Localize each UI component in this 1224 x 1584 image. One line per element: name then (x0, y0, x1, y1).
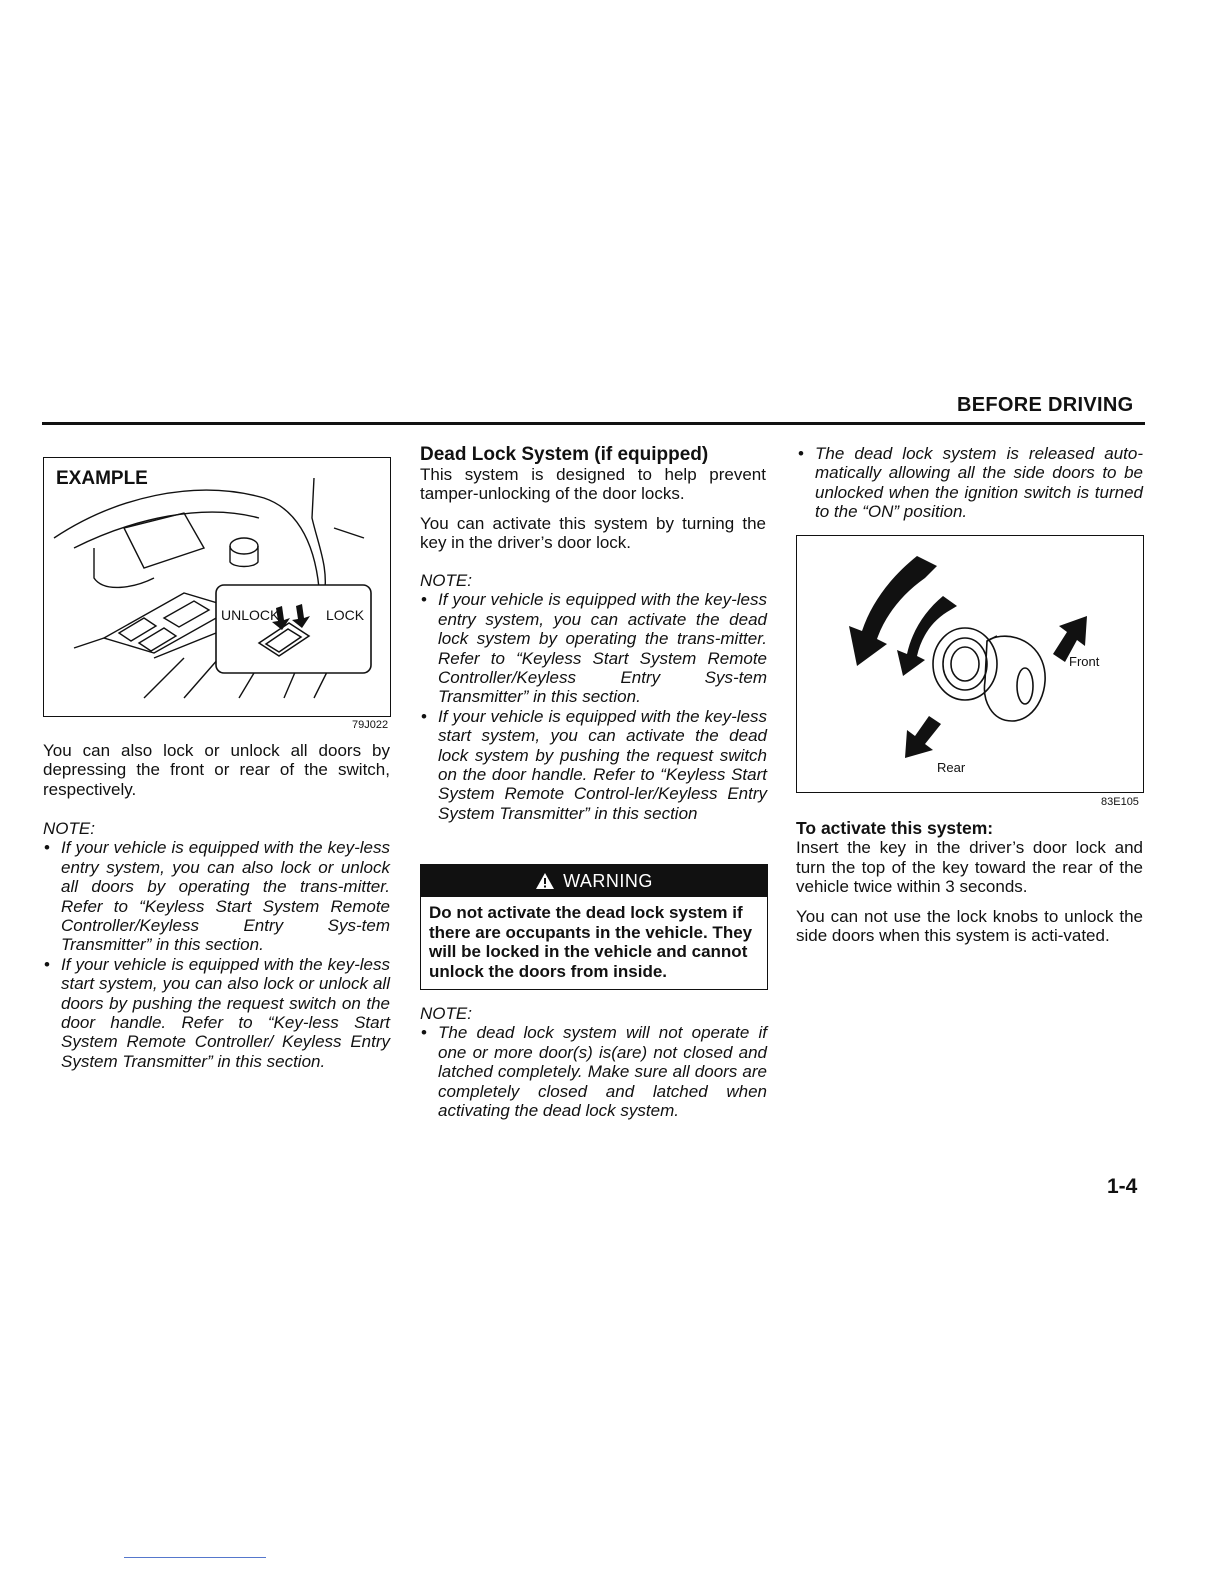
warning-box (420, 864, 768, 990)
right-paragraph-1: Insert the key in the driver’s door lock and turn the top of the key toward the rear of the vehicle twice within 3 seconds. (796, 838, 1143, 897)
left-note-list (43, 838, 390, 1071)
left-paragraph: You can also lock or unlock all doors by depressing the front or rear of the switch, respectively. (43, 741, 390, 799)
right-note-item: • The dead lock system is released auto-matically allowing all the side doors to be unlocked when the ignition switch is turned to the “ON” position. (797, 444, 1143, 522)
warning-triangle-icon (535, 872, 555, 890)
middle-note-item: • If your vehicle is equipped with the key-less start system, you can activate the dead lock system by pushing the request switch on the door handle. Refer to “Keyless Start System Remote Control-ler/Keyless Entry System Transmitter” in this section (420, 707, 767, 823)
warning-title: WARNING (563, 870, 653, 891)
key-lock-illustration (797, 536, 1143, 792)
section-title: BEFORE DRIVING (957, 394, 1134, 416)
right-paragraph-2: You can not use the lock knobs to unlock the side doors when this system is acti-vated. (796, 906, 1143, 946)
activate-subheading: To activate this system: (796, 818, 994, 838)
right-note-list (797, 444, 1143, 522)
left-note-item: • If your vehicle is equipped with the key-less entry system, you can also lock or unlock all doors by operating the trans-mitter. Refer to “Keyless Start System Remote Controller/Keyless Entry Sys-tem Transmitter” in this section. (43, 838, 390, 954)
figure-code-79j022: 79J022 (352, 719, 389, 731)
middle-note-label-2: NOTE: (420, 1004, 472, 1023)
switch-figure (43, 457, 391, 717)
warning-text: Do not activate the dead lock system if there are occupants in the vehicle. They will be locked in the vehicle and cannot unlock the doors from inside. (429, 903, 753, 981)
example-label: EXAMPLE (56, 468, 148, 489)
page-number: 1-4 (1107, 1175, 1138, 1198)
middle-note-list-2 (420, 1023, 767, 1120)
middle-paragraph-1: This system is designed to help prevent tamper-unlocking of the door locks. (420, 465, 766, 504)
key-figure (796, 535, 1144, 793)
left-note-label: NOTE: (43, 819, 95, 838)
middle-note-label-1: NOTE: (420, 571, 472, 590)
footer-rule (124, 1557, 266, 1558)
header-rule (42, 422, 1145, 425)
middle-note-item: • The dead lock system will not operate if one or more door(s) is(are) not closed and latched completely. Make sure all doors are completely closed and latched when activating the dead lock system. (420, 1023, 767, 1120)
rear-label: Rear (937, 760, 966, 775)
front-label: Front (1069, 654, 1100, 669)
lock-label: LOCK (326, 607, 365, 623)
door-switch-illustration (44, 458, 390, 716)
middle-paragraph-2: You can activate this system by turning the key in the driver’s door lock. (420, 513, 766, 553)
unlock-label: UNLOCK (221, 607, 280, 623)
left-note-item: • If your vehicle is equipped with the key-less start system, you can also lock or unlock all doors by pushing the request switch on the door handle. Refer to “Key-less Start System Remote Controller/ Keyless Entry System Transmitter” in this section. (43, 955, 390, 1071)
middle-note-list-1 (420, 590, 767, 823)
warning-title-bar (421, 865, 767, 897)
figure-code-83e105: 83E105 (1101, 796, 1139, 808)
middle-note-item: • If your vehicle is equipped with the key-less entry system, you can activate the dead lock system by operating the trans-mitter. Refer to “Keyless Start System Remote Controller/Keyless Entry Sys-tem Transmitter” in this section. (420, 590, 767, 706)
dead-lock-heading: Dead Lock System (if equipped) (420, 444, 709, 465)
